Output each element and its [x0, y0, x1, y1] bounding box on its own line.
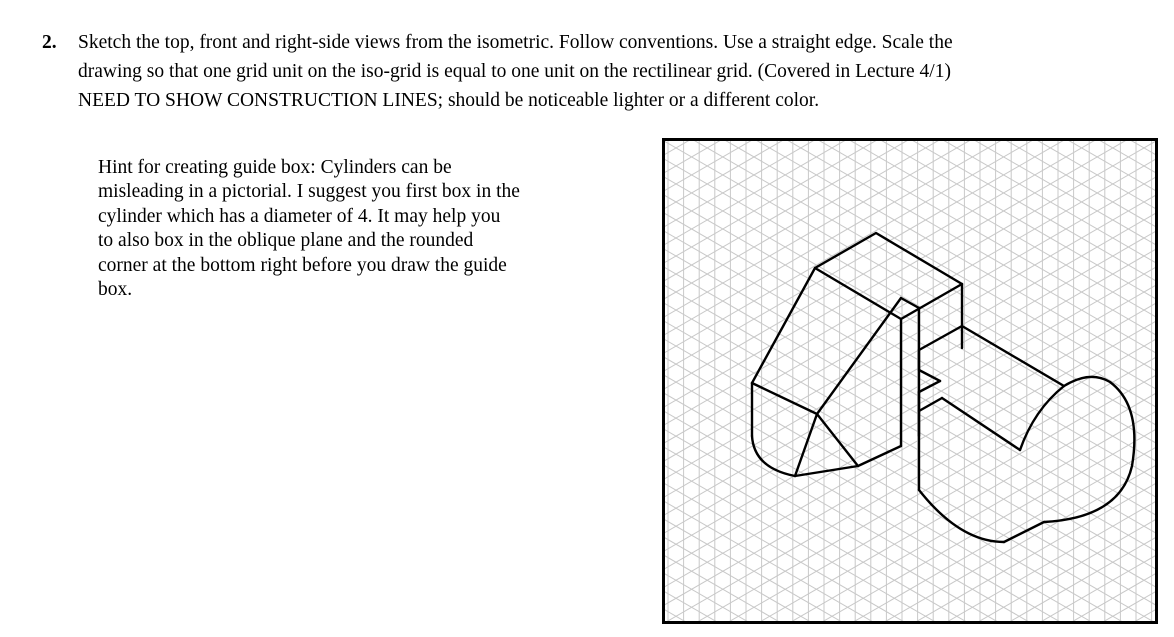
- hint-line: corner at the bottom right before you draw the guide: [98, 254, 507, 276]
- problem-number: 2.: [42, 32, 57, 53]
- grid-line-diagonal: [662, 138, 1158, 246]
- grid-line-diagonal: [662, 138, 1158, 174]
- grid-line-diagonal: [662, 138, 1158, 282]
- grid-line-diagonal: [662, 138, 1158, 390]
- hint-line: Hint for creating guide box: Cylinders can be: [98, 157, 452, 178]
- hint-line: box.: [98, 279, 133, 301]
- grid-line-diagonal: [662, 500, 1158, 624]
- grid-line-diagonal: [662, 138, 1158, 174]
- cylinder-top-left: [919, 398, 942, 411]
- hint-paragraph: [98, 156, 638, 302]
- grid-line-diagonal: [662, 428, 1158, 624]
- grid-line-diagonal: [662, 138, 1158, 282]
- grid-line-diagonal: [662, 536, 1158, 624]
- grid-line-diagonal: [662, 572, 1158, 624]
- grid-line-diagonal: [662, 356, 1158, 624]
- hint-line: misleading in a pictorial. I suggest you first box in the: [98, 181, 520, 203]
- oblique-plane-lower: [795, 414, 817, 476]
- grid-line-diagonal: [662, 138, 1158, 390]
- problem-line: Sketch the top, front and right-side views from the isometric. Follow conventions. Use a straight edge. Scale the: [78, 32, 953, 53]
- hint-line: cylinder which has a diameter of 4. It may help you: [98, 205, 501, 227]
- grid-line-diagonal: [662, 572, 1158, 624]
- block-notch-edge: [901, 298, 919, 308]
- grid-line-diagonal: [662, 464, 1158, 624]
- grid-line-diagonal: [662, 464, 1158, 624]
- isometric-figure: [662, 138, 1158, 624]
- cylinder-front-curve: [919, 490, 1004, 542]
- problem-line: NEED TO SHOW CONSTRUCTION LINES; should be noticeable lighter or a different color.: [78, 90, 820, 111]
- step-top-edge: [962, 326, 1064, 386]
- grid-line-diagonal: [662, 138, 1158, 246]
- hint-line: to also box in the oblique plane and the rounded: [98, 230, 474, 252]
- base-bottom-edge: [795, 466, 858, 476]
- grid-line-diagonal: [662, 138, 1158, 354]
- step-lower-right: [919, 381, 940, 392]
- problem-line: drawing so that one grid unit on the iso-grid is equal to one unit on the rectilinear grid. (Covered in Lecture 4/1): [78, 61, 951, 82]
- problem-text: [78, 28, 1150, 115]
- grid-line-diagonal: [662, 536, 1158, 624]
- grid-line-diagonal: [662, 138, 1158, 354]
- iso-grid: [662, 138, 1158, 624]
- grid-line-diagonal: [662, 428, 1158, 624]
- grid-line-diagonal: [662, 356, 1158, 624]
- isometric-drawing: [662, 138, 1158, 624]
- grid-line-diagonal: [662, 500, 1158, 624]
